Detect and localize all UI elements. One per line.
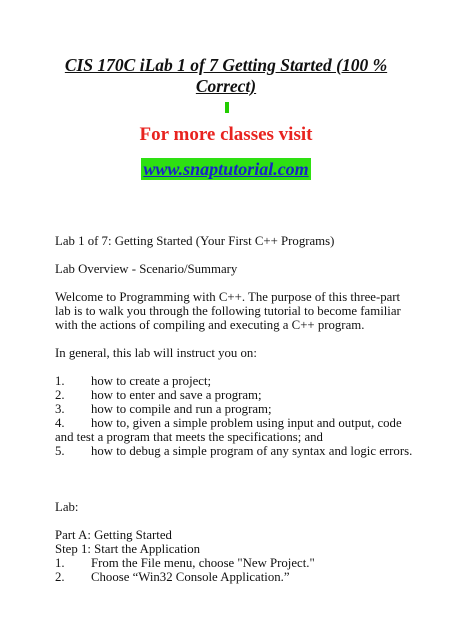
- objective-item: [55, 374, 211, 389]
- objective-item: [55, 444, 412, 459]
- objective-item: [55, 416, 402, 431]
- objective-number: 4.: [55, 416, 65, 430]
- lab-overview-heading: Lab Overview - Scenario/Summary: [55, 262, 238, 276]
- site-link[interactable]: www.snaptutorial.com: [143, 159, 309, 179]
- step-number: 2.: [55, 570, 65, 584]
- document-title: [40, 55, 412, 97]
- objective-number: 5.: [55, 444, 65, 458]
- objective-item: [55, 402, 272, 417]
- step-1-heading: Step 1: Start the Application: [55, 542, 201, 556]
- objective-text: how to compile and run a program;: [91, 402, 272, 416]
- welcome-line-1: Welcome to Programming with C++. The purpose of this three-part: [55, 290, 401, 304]
- step-number: 1.: [55, 556, 65, 570]
- step-text: Choose “Win32 Console Application.”: [91, 570, 290, 584]
- lab-title: Lab 1 of 7: Getting Started (Your First C++ Programs): [55, 234, 335, 248]
- objective-number: 3.: [55, 402, 65, 416]
- title-line-1: CIS 170C iLab 1 of 7 Getting Started (100 %: [64, 55, 388, 75]
- link-wrapper: [0, 158, 452, 180]
- lab-label: Lab:: [55, 500, 79, 514]
- step-item: [55, 556, 315, 571]
- welcome-line-2: lab is to walk you through the following tutorial to become familiar: [55, 304, 401, 318]
- objective-number: 1.: [55, 374, 65, 388]
- objective-text: how to enter and save a program;: [91, 388, 262, 402]
- welcome-line-3: with the actions of compiling and executing a C++ program.: [55, 318, 365, 332]
- objective-text: how to debug a simple program of any syntax and logic errors.: [91, 444, 413, 458]
- part-a-heading: Part A: Getting Started: [55, 528, 172, 542]
- step-item: [55, 570, 290, 585]
- promo-text: For more classes visit: [139, 124, 313, 145]
- objective-item: [55, 388, 262, 403]
- objective-continuation: and test a program that meets the specifications; and: [55, 430, 323, 444]
- step-text: From the File menu, choose "New Project.": [91, 556, 315, 570]
- objective-text: how to, given a simple problem using input and output, code: [91, 416, 402, 430]
- objective-text: how to create a project;: [91, 374, 212, 388]
- intro-line: In general, this lab will instruct you on:: [55, 346, 257, 360]
- objective-number: 2.: [55, 388, 65, 402]
- title-line-2: Correct): [195, 76, 257, 96]
- green-marker: [225, 102, 229, 113]
